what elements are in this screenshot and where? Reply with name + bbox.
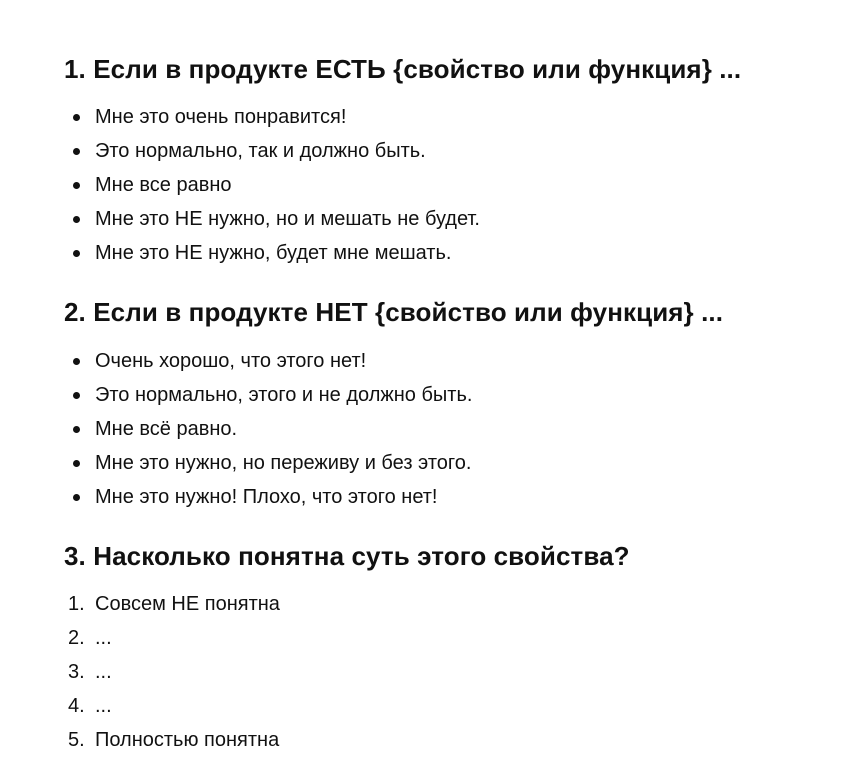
- numbered-item: [64, 723, 280, 757]
- bullet-icon: [73, 148, 80, 155]
- list-item-text: Мне это очень понравится!: [95, 106, 347, 128]
- item-number: 1.: [68, 593, 85, 615]
- list-item-text: Очень хорошо, что этого нет!: [95, 350, 367, 372]
- list-item: [64, 446, 472, 480]
- list-item-text: Мне это НЕ нужно, но и мешать не будет.: [95, 208, 480, 230]
- bullet-icon: [73, 426, 80, 433]
- list-item: [64, 100, 480, 134]
- list-item: [64, 412, 472, 446]
- bullet-icon: [73, 114, 80, 121]
- bullet-icon: [73, 494, 80, 501]
- bullet-icon: [73, 250, 80, 257]
- item-number: 5.: [68, 729, 85, 751]
- list-item-text: Мне это нужно, но переживу и без этого.: [95, 452, 472, 474]
- list-item-text: Полностью понятна: [95, 729, 280, 751]
- list-item: [64, 202, 480, 236]
- list-item-text: ...: [95, 661, 112, 683]
- section-1-list: [64, 100, 480, 270]
- numbered-item: [64, 587, 280, 621]
- list-item: [64, 168, 480, 202]
- list-item: [64, 344, 472, 378]
- bullet-icon: [73, 392, 80, 399]
- section-1-heading: 1. Если в продукте ЕСТЬ {свойство или функция} ...: [64, 54, 742, 84]
- bullet-icon: [73, 358, 80, 365]
- list-item-text: Мне это нужно! Плохо, что этого нет!: [95, 486, 438, 508]
- list-item-text: Это нормально, этого и не должно быть.: [95, 384, 473, 406]
- bullet-icon: [73, 182, 80, 189]
- list-item: [64, 480, 472, 514]
- item-number: 2.: [68, 627, 85, 649]
- list-item-text: Мне это НЕ нужно, будет мне мешать.: [95, 242, 452, 264]
- item-number: 3.: [68, 661, 85, 683]
- section-3-list: [64, 587, 280, 757]
- item-number: 4.: [68, 695, 85, 717]
- bullet-icon: [73, 460, 80, 467]
- section-2-list: [64, 344, 472, 514]
- numbered-item: [64, 621, 280, 655]
- bullet-icon: [73, 216, 80, 223]
- list-item-text: Мне все равно: [95, 174, 232, 196]
- section-3-heading: 3. Насколько понятна суть этого свойства?: [64, 541, 630, 571]
- list-item-text: Это нормально, так и должно быть.: [95, 140, 426, 162]
- list-item: [64, 134, 480, 168]
- list-item-text: Мне всё равно.: [95, 418, 238, 440]
- numbered-item: [64, 655, 280, 689]
- list-item-text: Совсем НЕ понятна: [95, 593, 280, 615]
- numbered-item: [64, 689, 280, 723]
- list-item-text: ...: [95, 695, 112, 717]
- list-item: [64, 236, 480, 270]
- list-item-text: ...: [95, 627, 112, 649]
- list-item: [64, 378, 472, 412]
- section-2-heading: 2. Если в продукте НЕТ {свойство или функция} ...: [64, 297, 724, 327]
